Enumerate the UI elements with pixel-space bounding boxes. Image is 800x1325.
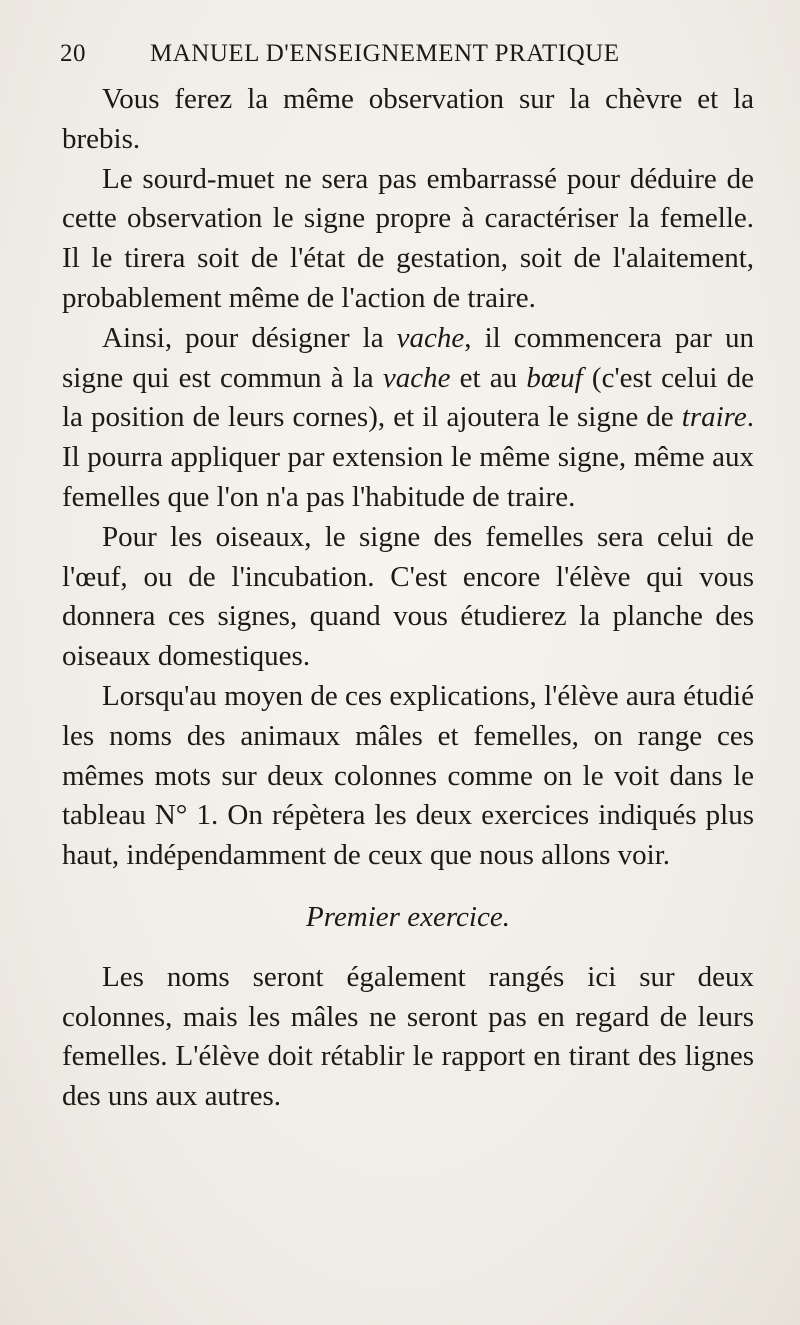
paragraph	[62, 518, 754, 677]
section-heading: Premier exercice.	[306, 900, 510, 933]
paragraph-group	[62, 80, 754, 876]
text-run: Vous ferez la même observation sur la chèvre et la brebis.	[62, 83, 754, 155]
body-text	[62, 80, 754, 1117]
italic-term: vache	[396, 321, 465, 354]
italic-term: bœuf	[526, 361, 583, 394]
text-run: , il commencera par un signe qui est commun à la	[62, 321, 754, 394]
italic-term: traire	[681, 401, 747, 434]
running-head: MANUEL D'ENSEIGNEMENT PRATIQUE	[150, 40, 620, 67]
text-run: Pour les oiseaux, le signe des femelles sera celui de l'œuf, ou de l'incubation. C'est encore l'élève qui vous donnera ces signes, quand vous étudierez la planche des oiseaux domestiques.	[62, 520, 754, 673]
text-run: et au	[450, 361, 527, 394]
text-run: . Il pourra appliquer par extension le même signe, même aux femelles que l'on n'a pas l'habitude de traire.	[62, 401, 754, 513]
paragraph	[62, 80, 754, 160]
paragraph	[62, 319, 754, 518]
paragraph	[62, 677, 754, 876]
final-paragraph: Les noms seront également rangés ici sur deux colonnes, mais les mâles ne seront pas en regard de leurs femelles. L'élève doit rétablir le rapport en tirant des lignes des uns aux autres.	[62, 960, 754, 1113]
text-run: Lorsqu'au moyen de ces explications, l'élève aura étudié les noms des animaux mâles et femelles, on range ces mêmes mots sur deux colonnes comme on le voit dans le tableau N° 1. On répètera les deux exercices indiqués plus haut, indépendamment de ceux que nous allons voir.	[62, 679, 754, 872]
text-run: Ainsi, pour désigner la	[102, 321, 397, 354]
text-run: (c'est celui de la position de leurs cornes), et il ajoutera le signe de	[62, 361, 754, 434]
page-header	[60, 40, 750, 74]
page-number: 20	[60, 40, 86, 67]
paragraph	[62, 160, 754, 319]
text-run: Le sourd-muet ne sera pas embarrassé pour déduire de cette observation le signe propre à caractériser la femelle. Il le tirera soit de l'état de gestation, soit de l'alaitement, probablement même de l'action de traire.	[62, 162, 754, 314]
italic-term: vache	[382, 361, 451, 394]
